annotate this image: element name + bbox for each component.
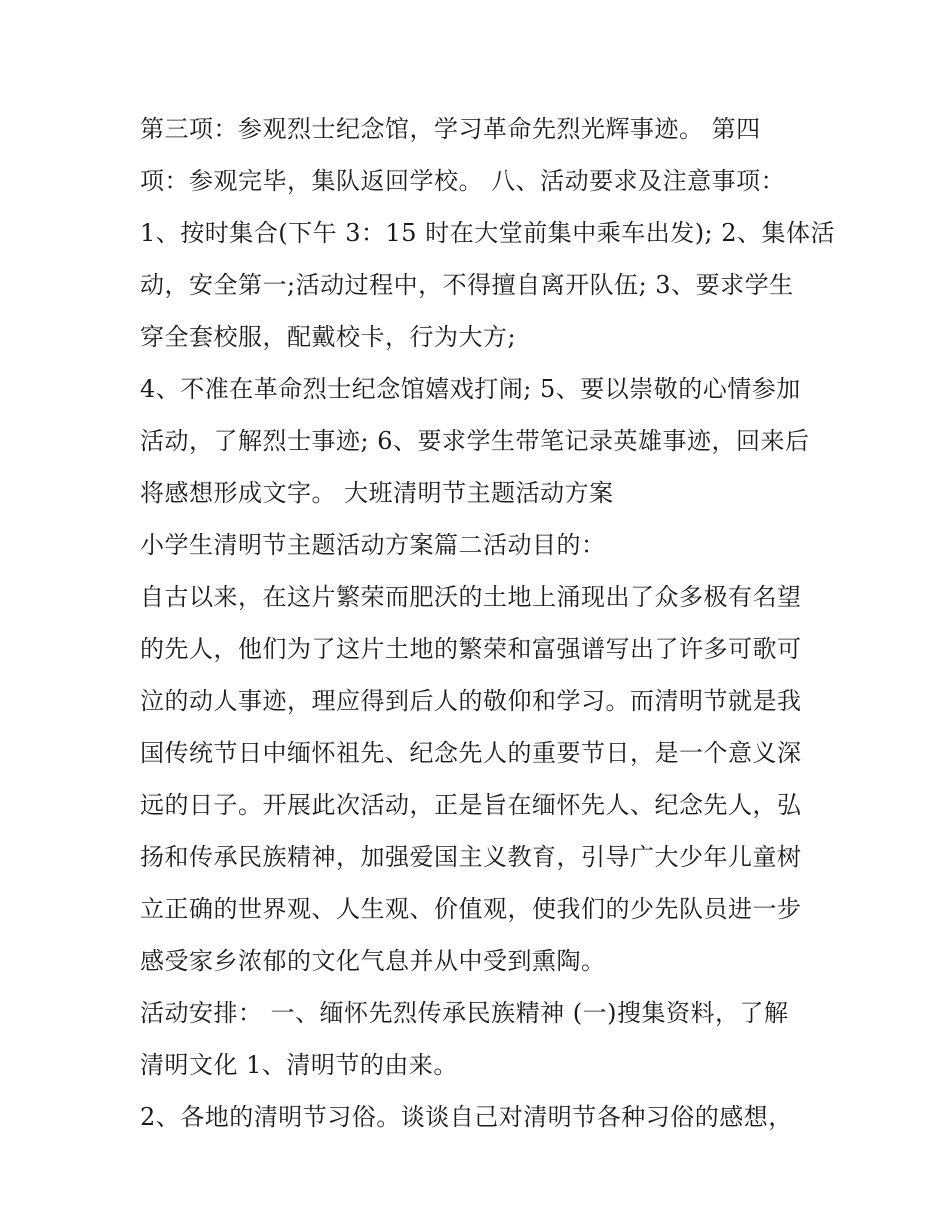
text-line: 4、不准在革命烈士纪念馆嬉戏打闹; 5、要以崇敬的心情参加	[140, 375, 801, 403]
text-line: 第三项：参观烈士纪念馆，学习革命先烈光辉事迹。 第四	[140, 115, 761, 143]
text-line: 穿全套校服，配戴校卡，行为大方;	[140, 323, 517, 351]
text-line: 将感想形成文字。 大班清明节主题活动方案	[140, 479, 614, 507]
text-line: 自古以来，在这片繁荣而肥沃的土地上涌现出了众多极有名望	[140, 583, 802, 611]
text-line: 国传统节日中缅怀祖先、纪念先人的重要节日，是一个意义深	[140, 739, 802, 767]
text-line: 小学生清明节主题活动方案篇二活动目的：	[140, 531, 606, 559]
text-line: 项：参观完毕，集队返回学校。 八、活动要求及注意事项：	[140, 167, 786, 195]
text-line: 泣的动人事迹，理应得到后人的敬仰和学习。而清明节就是我	[140, 687, 802, 715]
text-line: 扬和传承民族精神，加强爱国主义教育，引导广大少年儿童树	[140, 843, 802, 871]
text-line: 活动，了解烈士事迹; 6、要求学生带笔记录英雄事迹，回来后	[140, 427, 810, 455]
text-line: 清明文化 1、清明节的由来。	[140, 1051, 458, 1079]
text-line: 2、各地的清明节习俗。谈谈自己对清明节各种习俗的感想，	[140, 1103, 793, 1131]
text-line: 动，安全第一;活动过程中，不得擅自离开队伍; 3、要求学生	[140, 271, 794, 299]
document-body	[140, 103, 836, 1143]
text-line: 的先人，他们为了这片土地的繁荣和富强谱写出了许多可歌可	[140, 635, 802, 663]
text-line: 立正确的世界观、人生观、价值观，使我们的少先队员进一步	[140, 895, 802, 923]
text-line: 1、按时集合(下午 3：15 时在大堂前集中乘车出发); 2、集体活	[140, 219, 836, 247]
text-line: 感受家乡浓郁的文化气息并从中受到熏陶。	[140, 947, 606, 975]
text-line: 远的日子。开展此次活动，正是旨在缅怀先人、纪念先人，弘	[140, 791, 802, 819]
text-line: 活动安排： 一、缅怀先烈传承民族精神 (一)搜集资料，了解	[140, 999, 789, 1027]
